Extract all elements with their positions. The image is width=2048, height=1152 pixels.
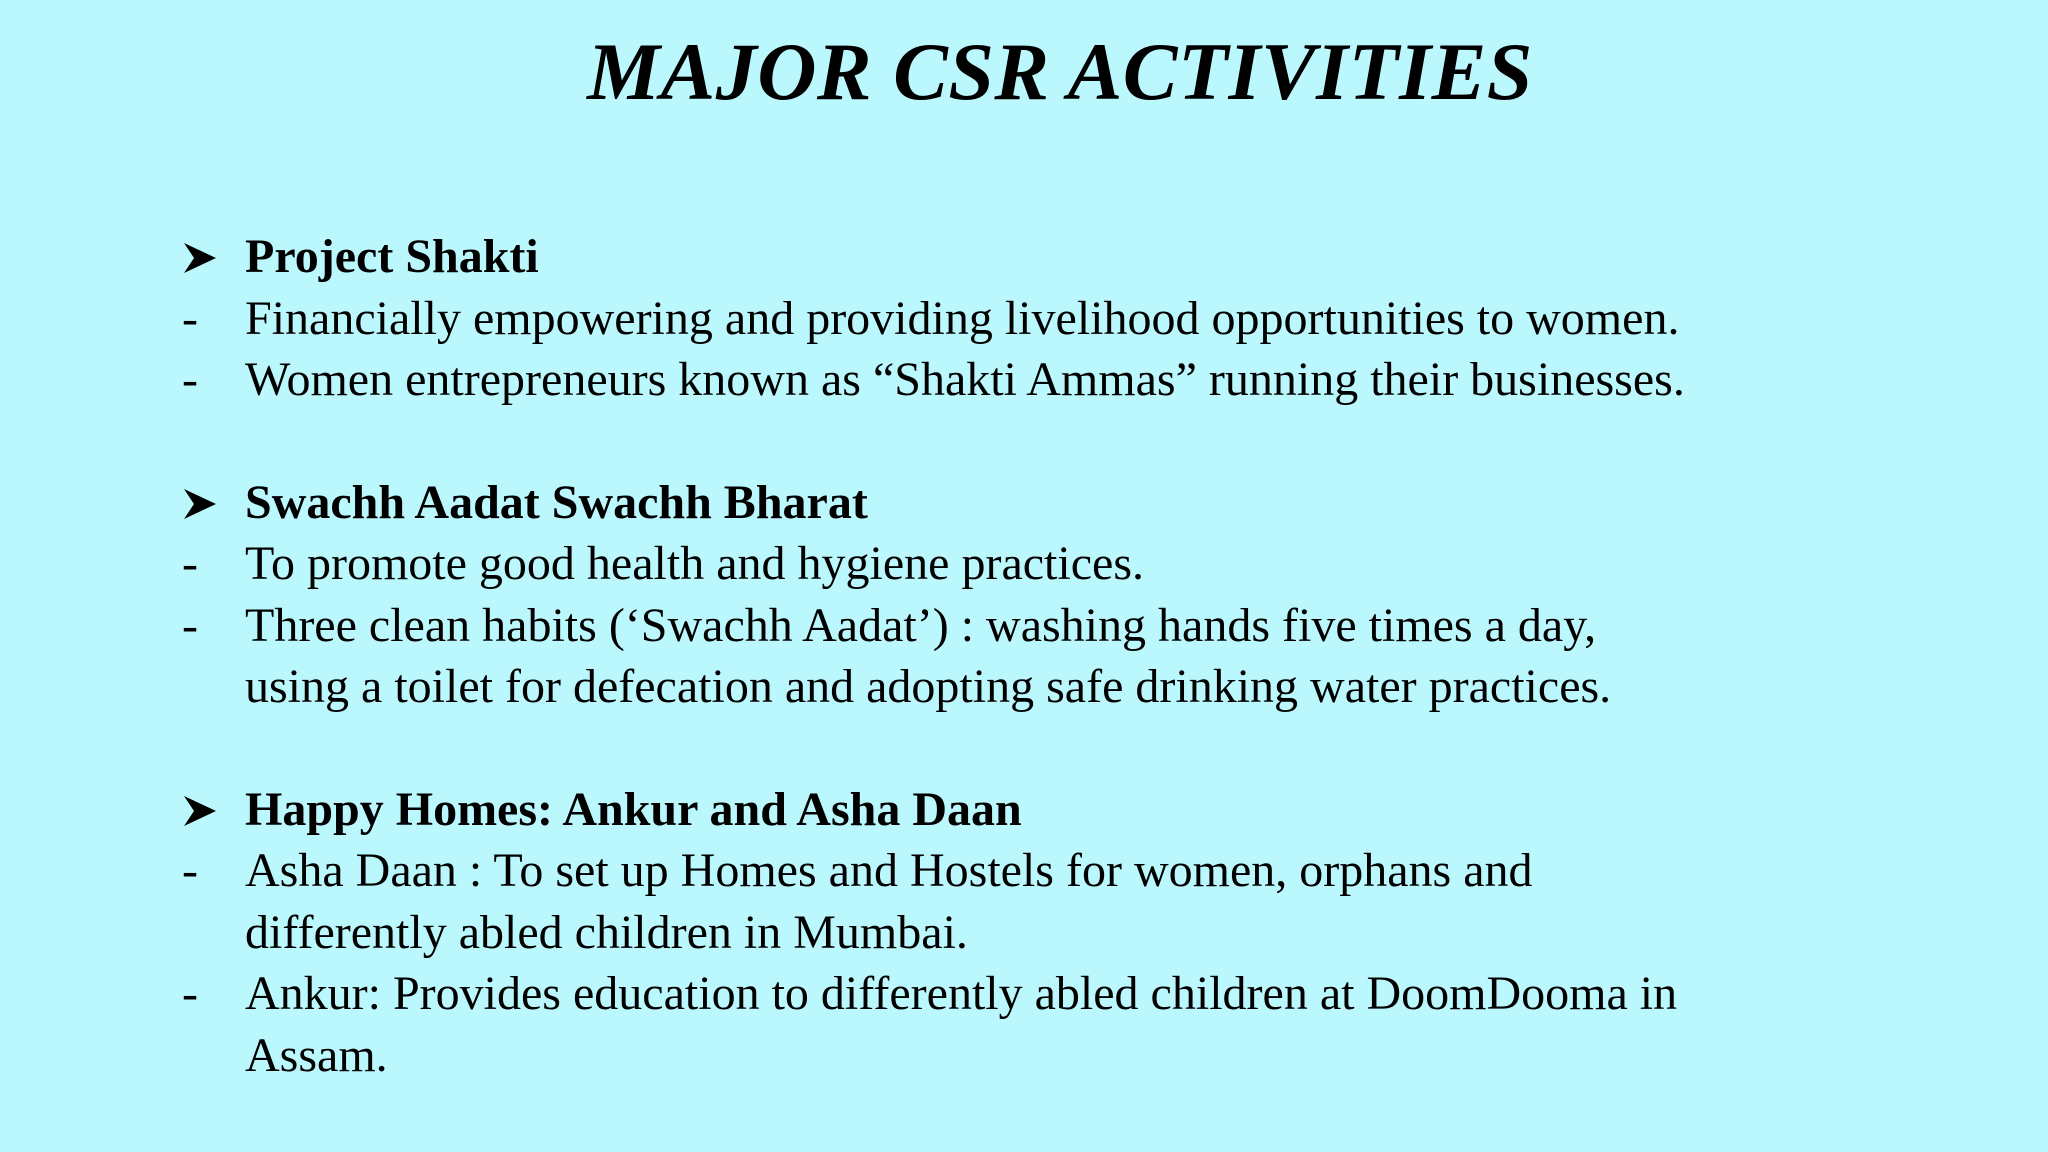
list-item-text: Financially empowering and providing livelihood opportunities to women.	[245, 291, 1680, 345]
dash-marker: -	[182, 353, 198, 406]
section-happy-homes	[180, 779, 2020, 1087]
list-item-text: Ankur: Provides education to differently abled children at DoomDooma in	[245, 967, 1678, 1020]
section-swachh-aadat	[180, 472, 2020, 718]
list-item-text: To promote good health and hygiene practices.	[245, 537, 1145, 590]
list-item-text: Asha Daan : To set up Homes and Hostels for women, orphans and	[245, 844, 1533, 897]
slide-title: MAJOR CSR ACTIVITIES	[587, 26, 1533, 117]
section-heading	[180, 226, 2020, 288]
arrowhead-bullet-icon	[182, 486, 218, 522]
list-item	[180, 963, 2020, 1025]
dash-marker: -	[182, 598, 198, 652]
list-item-text: Three clean habits (‘Swachh Aadat’) : washing hands five times a day,	[245, 598, 1597, 652]
section-project-shakti	[180, 226, 2020, 411]
section-heading-text: Happy Homes: Ankur and Asha Daan	[245, 782, 1022, 836]
dash-marker: -	[182, 844, 198, 897]
list-item	[180, 349, 2020, 411]
section-heading	[180, 472, 2020, 534]
dash-marker: -	[182, 291, 198, 345]
list-item	[180, 595, 2020, 657]
section-heading-text: Swachh Aadat Swachh Bharat	[245, 475, 868, 529]
arrowhead-bullet-icon	[182, 793, 218, 829]
section-heading-text: Project Shakti	[245, 230, 539, 283]
slide-content	[180, 226, 2020, 1086]
arrowhead-bullet-icon	[182, 240, 218, 276]
dash-marker: -	[182, 967, 198, 1020]
list-item	[180, 840, 2020, 902]
dash-marker: -	[182, 537, 198, 590]
list-item-continuation: using a toilet for defecation and adopting safe drinking water practices.	[245, 660, 1612, 713]
list-item	[180, 288, 2020, 350]
section-heading	[180, 779, 2020, 841]
list-item-text: Women entrepreneurs known as “Shakti Ammas” running their businesses.	[245, 353, 1685, 406]
list-item-continuation: Assam.	[245, 1028, 388, 1082]
list-item-continuation: differently abled children in Mumbai.	[245, 905, 968, 959]
list-item	[180, 533, 2020, 595]
